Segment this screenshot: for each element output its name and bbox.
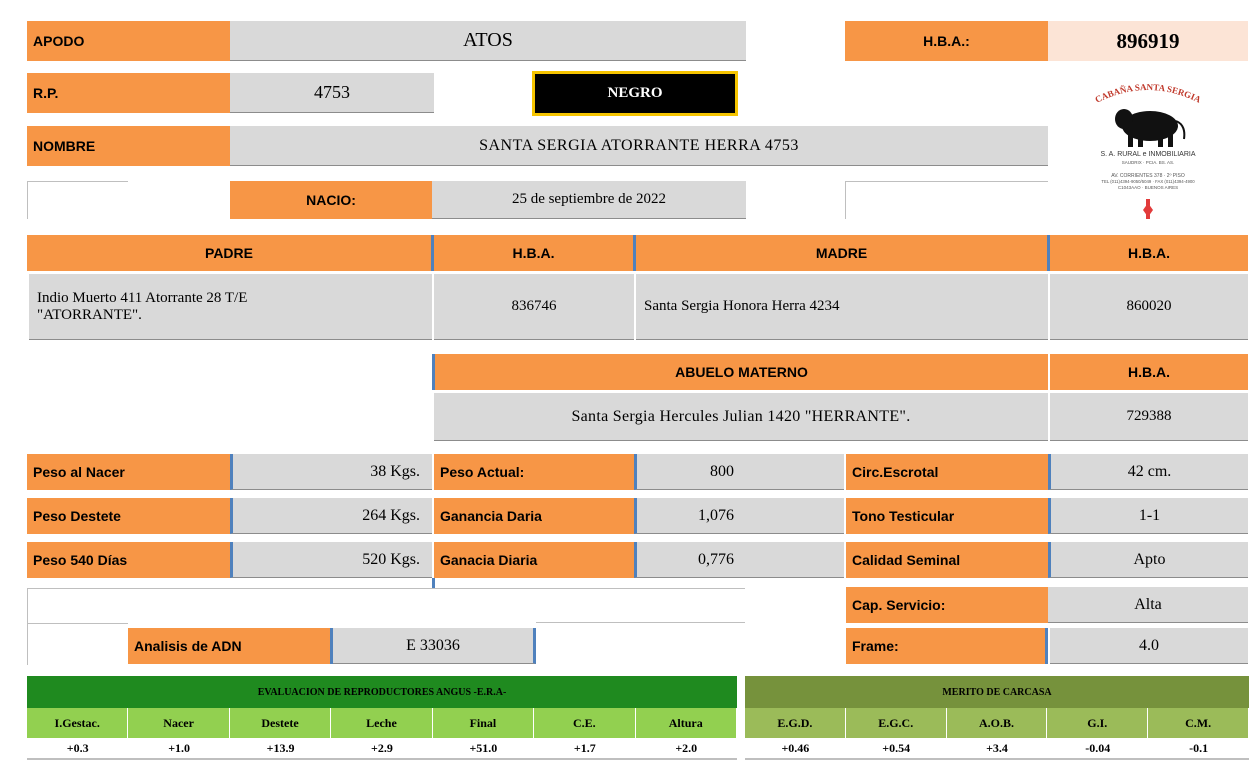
rp-label: R.P. <box>27 73 230 113</box>
peso-540-value: 520 Kgs. <box>230 542 432 578</box>
madre-hba-header: H.B.A. <box>1050 235 1248 271</box>
era-value-1: +1.0 <box>168 740 191 755</box>
madre-header: MADRE <box>636 235 1050 271</box>
empty-cell <box>27 181 128 219</box>
madre-value: Santa Sergia Honora Herra 4234 <box>636 274 1048 340</box>
logo-line1: SAUDRIX · PCIA. BS. AS. <box>1121 160 1175 165</box>
ganacia-diaria-value: 0,776 <box>634 542 844 578</box>
era-header-6: Altura <box>636 708 737 738</box>
carcasa-value-2: +3.4 <box>986 740 1008 755</box>
carcasa-header-0: E.G.D. <box>745 708 846 738</box>
era-header-1: Nacer <box>128 708 229 738</box>
adn-value: E 33036 <box>333 628 536 664</box>
cap-servicio-label: Cap. Servicio: <box>846 587 1048 623</box>
empty-cell <box>845 181 1048 219</box>
apodo-value: ATOS <box>230 21 746 61</box>
circ-escrotal-label: Circ.Escrotal <box>846 454 1048 490</box>
svg-text:CABAÑA SANTA SERGIA <box>1093 82 1203 105</box>
circ-escrotal-value: 42 cm. <box>1048 454 1248 490</box>
logo-company: S. A. RURAL e INMOBILIARIA <box>1100 151 1196 158</box>
empty-cell <box>27 623 128 665</box>
abuelo-hba-value: 729388 <box>1050 393 1248 441</box>
tono-testicular-label: Tono Testicular <box>846 498 1048 534</box>
carcasa-value-4: -0.1 <box>1189 740 1209 755</box>
divider <box>432 578 435 588</box>
rp-value: 4753 <box>230 73 434 113</box>
era-header-4: Final <box>433 708 534 738</box>
logo-line3: TEL (011)4394-9050/5049 · FAX (011)4394-4900 <box>1101 179 1195 184</box>
cap-servicio-value: Alta <box>1048 587 1248 623</box>
carcasa-value-0: +0.46 <box>781 740 810 755</box>
peso-destete-value: 264 Kgs. <box>230 498 432 534</box>
padre-hba-header: H.B.A. <box>434 235 636 271</box>
calidad-seminal-value: Apto <box>1048 542 1248 578</box>
ranch-logo <box>1048 71 1248 223</box>
calidad-seminal-label: Calidad Seminal <box>846 542 1048 578</box>
abuelo-hba-header: H.B.A. <box>1050 354 1248 390</box>
era-value-6: +2.0 <box>675 740 698 755</box>
carcasa-value-row <box>745 738 1249 760</box>
hba-value: 896919 <box>1048 21 1248 61</box>
apodo-label: APODO <box>27 21 230 61</box>
peso-nacer-value: 38 Kgs. <box>230 454 432 490</box>
ganacia-diaria-label: Ganacia Diaria <box>434 542 636 578</box>
frame-value: 4.0 <box>1050 628 1248 664</box>
padre-hba-value: 836746 <box>434 274 634 340</box>
frame-label: Frame: <box>846 628 1048 664</box>
logo-arc-text: CABAÑA SANTA SERGIA <box>1093 81 1203 105</box>
era-header-row <box>27 708 737 738</box>
peso-actual-value: 800 <box>634 454 844 490</box>
adn-label: Analisis de ADN <box>128 628 333 664</box>
abuelo-header: ABUELO MATERNO <box>432 354 1048 390</box>
carcasa-header-row <box>745 708 1249 738</box>
era-value-5: +1.7 <box>573 740 596 755</box>
logo-line2: AV. CORRIENTES 378 · 2º PISO <box>1111 173 1185 179</box>
peso-nacer-label: Peso al Nacer <box>27 454 230 490</box>
carcasa-value-1: +0.54 <box>882 740 911 755</box>
peso-540-label: Peso 540 Días <box>27 542 230 578</box>
logo-line4: C1043AAO · BUENOS AIRES <box>1117 185 1179 190</box>
era-value-4: +51.0 <box>469 740 498 755</box>
peso-actual-label: Peso Actual: <box>434 454 636 490</box>
carcasa-header-4: C.M. <box>1148 708 1249 738</box>
era-header-0: I.Gestac. <box>27 708 128 738</box>
empty-row <box>27 588 745 623</box>
peso-destete-label: Peso Destete <box>27 498 230 534</box>
carcasa-title: MERITO DE CARCASA <box>745 676 1249 708</box>
hba-label: H.B.A.: <box>845 21 1048 61</box>
era-header-3: Leche <box>331 708 432 738</box>
carcasa-value-3: -0.04 <box>1085 740 1111 755</box>
era-value-0: +0.3 <box>66 740 89 755</box>
tono-testicular-value: 1-1 <box>1048 498 1248 534</box>
bull-logo-icon <box>1048 71 1248 221</box>
padre-value: Indio Muerto 411 Atorrante 28 T/E "ATORRANTE". <box>29 274 432 340</box>
carcasa-header-2: A.O.B. <box>947 708 1048 738</box>
padre-header: PADRE <box>27 235 434 271</box>
ganancia-daria-label: Ganancia Daria <box>434 498 636 534</box>
era-value-row <box>27 738 737 760</box>
era-title: EVALUACION DE REPRODUCTORES ANGUS -E.R.A- <box>27 676 737 708</box>
era-header-2: Destete <box>230 708 331 738</box>
nacio-value: 25 de septiembre de 2022 <box>432 181 746 219</box>
era-header-5: C.E. <box>534 708 635 738</box>
nacio-label: NACIO: <box>230 181 432 219</box>
ganancia-daria-value: 1,076 <box>634 498 844 534</box>
era-value-2: +13.9 <box>266 740 295 755</box>
carcasa-header-3: G.I. <box>1047 708 1148 738</box>
abuelo-value: Santa Sergia Hercules Julian 1420 "HERRANTE". <box>434 393 1048 441</box>
era-value-3: +2.9 <box>371 740 393 755</box>
nombre-label: NOMBRE <box>27 126 230 166</box>
carcasa-header-1: E.G.C. <box>846 708 947 738</box>
color-badge: NEGRO <box>532 71 738 116</box>
empty-line <box>536 622 745 630</box>
nombre-value: SANTA SERGIA ATORRANTE HERRA 4753 <box>230 126 1048 166</box>
madre-hba-value: 860020 <box>1050 274 1248 340</box>
